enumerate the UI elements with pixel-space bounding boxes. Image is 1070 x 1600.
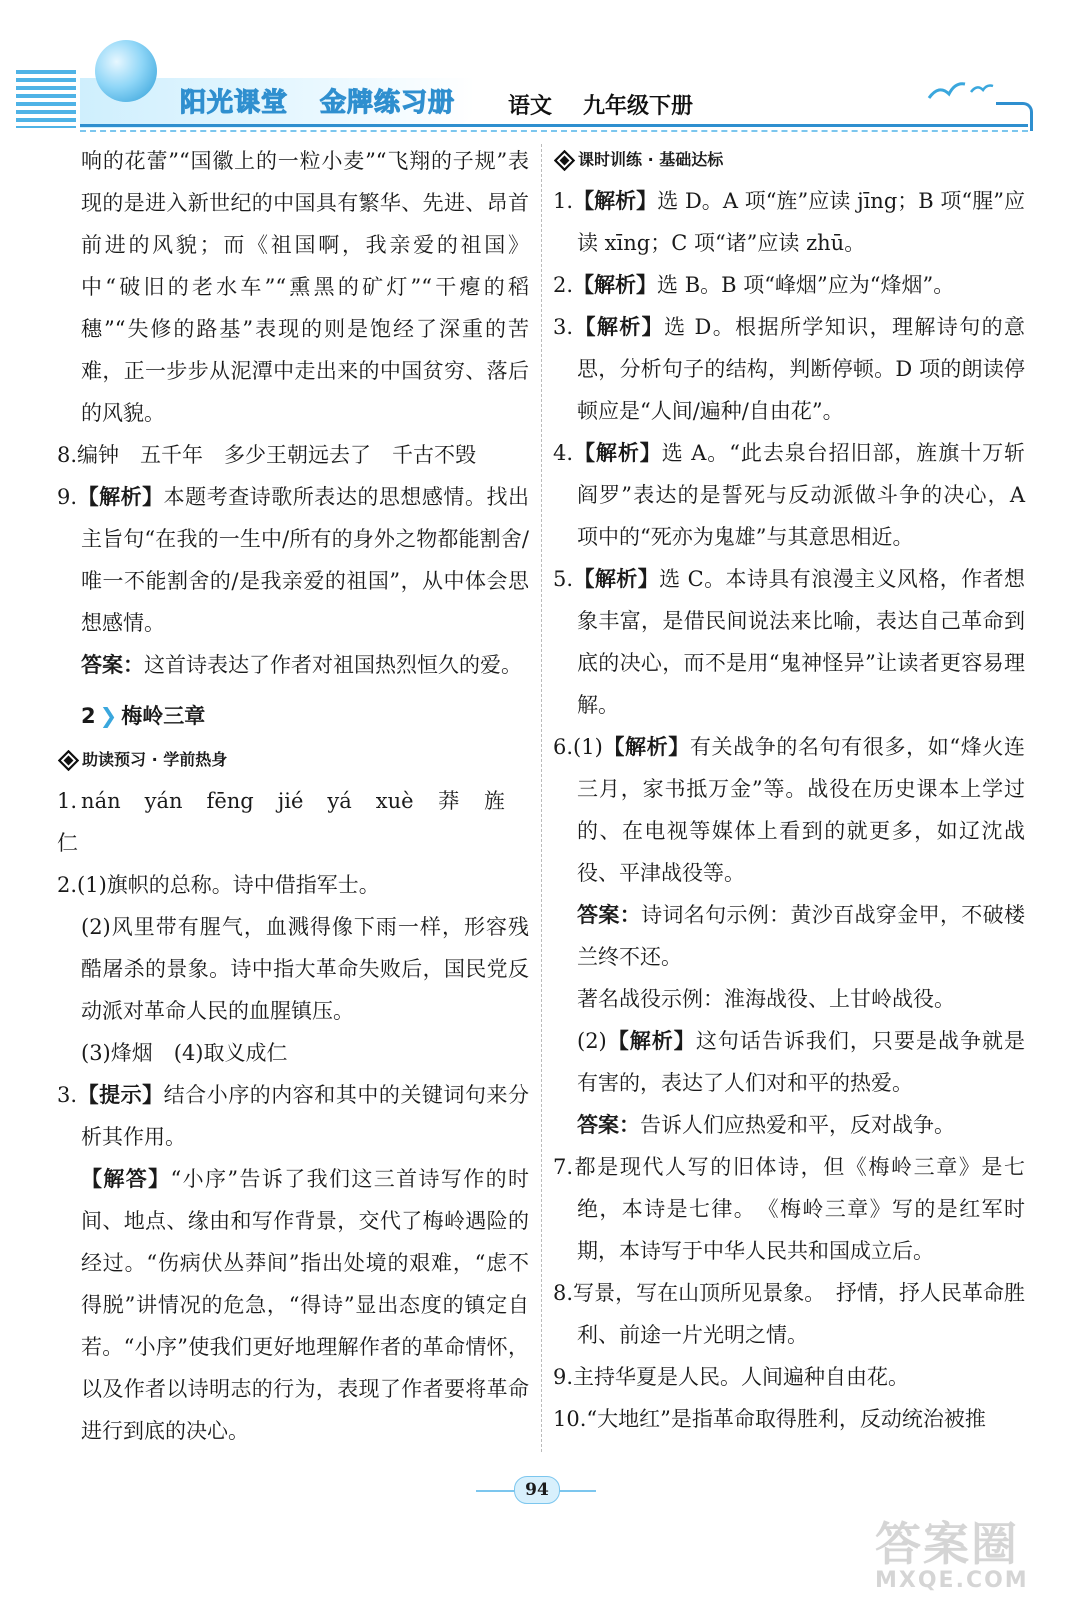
left-column (57, 140, 529, 1452)
preview-1-number: 1. (57, 789, 78, 813)
practice-answer-8: 8.写景，写在山顶所见景象。 抒情，抒人民革命胜利、前途一片光明之情。 (553, 1281, 1025, 1347)
practice-6-1-answer-text: 诗词名句示例：黄沙百战穿金甲，不破楼兰终不还。 (577, 903, 1026, 969)
answer-9-tag: 【解析】 (77, 484, 164, 509)
lesson-heading (81, 692, 529, 740)
section-heading-practice (553, 140, 1025, 180)
header-stripes-decoration (16, 70, 76, 128)
practice-answer-6-2-answer (553, 1104, 1025, 1146)
section-heading-preview-text: 助读预习 · 学前热身 (82, 750, 228, 769)
subject-label: 语文 (508, 94, 553, 119)
answer-9 (57, 476, 529, 644)
practice-answer-1 (553, 180, 1025, 264)
practice-3-number: 3. (553, 315, 574, 339)
section-heading-practice-text: 课时训练 · 基础达标 (578, 150, 724, 169)
analysis-tag: 【解析】 (573, 314, 665, 339)
answer-label: 答案： (81, 652, 144, 677)
solution-tag: 【解答】 (81, 1166, 171, 1191)
practice-answer-3 (553, 306, 1025, 432)
practice-answer-9: 9.主持华夏是人民。人间遍种自由花。 (553, 1365, 910, 1389)
practice-3-text: 选 D。根据所学知识，理解诗句的意思，分析句子的结构，判断停顿。D 项的朗读停顿应是“人间/遍种/自由花”。 (577, 315, 1026, 423)
header-globe-icon (95, 40, 157, 102)
header-rule-dashed (80, 130, 1028, 132)
lesson-number: 2 (81, 704, 96, 728)
page-header (0, 0, 1070, 150)
chevron-right-icon: ❯ (99, 704, 118, 728)
pinyin-item: yán (144, 789, 183, 813)
preview-answer-2-2: (2)风里带有腥气，血溅得像下雨一样，形容残酷屠杀的景象。诗中指大革命失败后，国民党反动派对革命人民的血腥镇压。 (81, 915, 529, 1023)
practice-6-number: 6. (553, 735, 574, 759)
analysis-tag: 【解析】 (606, 1028, 696, 1053)
birds-icon (925, 72, 1005, 119)
column-divider (541, 144, 542, 1452)
watermark-logo (875, 1508, 1055, 1592)
practice-4-number: 4. (553, 441, 574, 465)
watermark-url: MXQE.COM (875, 1568, 1029, 1593)
practice-answer-6-1-answer2: 著名战役示例：淮海战役、上甘岭战役。 (577, 987, 955, 1011)
analysis-tag: 【解析】 (573, 440, 662, 465)
practice-answer-6-1 (553, 726, 1025, 894)
practice-4-text: 选 A。“此去泉台招旧部，旌旗十万斩阎罗”表达的是誓死与反动派做斗争的决心，A 项中的“死亦为鬼雄”与其意思相近。 (577, 441, 1026, 549)
practice-6-1-text: 有关战争的名句有很多，如“烽火连三月，家书抵万金”等。战役在历史课本上学过的、在电视等媒体上看到的就更多，如辽沈战役、平津战役等。 (577, 735, 1025, 885)
preview-answer-2-1: 2.(1)旗帜的总称。诗中借指军士。 (57, 873, 380, 897)
diamond-icon (58, 750, 79, 771)
right-column (553, 140, 1025, 1440)
answer-9-number: 9. (57, 485, 78, 509)
pinyin-item: 仁 (57, 831, 78, 855)
answer-9-answer-text: 这首诗表达了作者对祖国热烈恒久的爱。 (144, 653, 522, 677)
preview-3-solution-text: “小序”告诉了我们这三首诗写作的时间、地点、缘由和写作背景，交代了梅岭遇险的经过。“伤病伏丛莽间”指出处境的艰难，“虑不得脱”讲情况的危急，“得诗”显出态度的镇定自若。“小序”使我们更好地理解作者的革命情怀，以及作者以诗明志的行为，表现了作者要将革命进行到底的决心。 (81, 1167, 529, 1443)
header-rule (80, 124, 1028, 127)
pinyin-item: yá (327, 789, 352, 813)
analysis-tag: 【解析】 (573, 272, 658, 297)
practice-1-number: 1. (553, 189, 574, 213)
answer-9-text: 本题考查诗歌所表达的思想感情。找出主旨句“在我的一生中/所有的身外之物都能割舍/唯一不能割舍的/是我亲爱的祖国”，从中体会思想感情。 (81, 485, 529, 635)
answer-label: 答案： (577, 902, 642, 927)
sub-number: (2) (577, 1029, 607, 1053)
analysis-tag: 【解析】 (602, 734, 690, 759)
practice-5-text: 选 C。本诗具有浪漫主义风格，作者想象丰富，是借民间说法来比喻，表达自己革命到底的决心，而不是用“鬼神怪异”让读者更容易理解。 (577, 567, 1025, 717)
analysis-tag: 【解析】 (573, 188, 658, 213)
practice-6-2-answer-text: 告诉人们应热爱和平，反对战争。 (640, 1113, 955, 1137)
preview-answer-2-3: (3)烽烟 (4)取义成仁 (81, 1041, 288, 1065)
preview-answer-3-solution (57, 1158, 529, 1452)
pinyin-item: 莽 (437, 789, 460, 813)
answer-9-answer (57, 644, 529, 686)
preview-3-text: 结合小序的内容和其中的关键词句来分析其作用。 (81, 1083, 529, 1149)
practice-5-number: 5. (553, 567, 574, 591)
lesson-title: 梅岭三章 (121, 704, 206, 728)
preview-answer-1 (57, 780, 529, 864)
practice-2-text: 选 B。B 项“峰烟”应为“烽烟”。 (657, 273, 955, 297)
analysis-tag: 【解析】 (573, 566, 660, 591)
practice-answer-6-2 (553, 1020, 1025, 1104)
pinyin-item: jié (277, 789, 304, 813)
pinyin-item: xuè (375, 789, 414, 813)
brand-title-1: 阳光课堂 (180, 88, 289, 118)
preview-answer-3 (57, 1074, 529, 1158)
page-number-badge (476, 1470, 596, 1504)
practice-1-text: 选 D。A 项“旌”应读 jīng；B 项“腥”应读 xīng；C 项“诸”应读 zhū。 (577, 189, 1025, 255)
page-number: 94 (514, 1476, 560, 1504)
practice-answer-2 (553, 264, 1025, 306)
section-heading-preview (57, 740, 529, 780)
practice-answer-7: 7.都是现代人写的旧体诗，但《梅岭三章》是七绝，本诗是七律。 《梅岭三章》写的是红军时期，本诗写于中华人民共和国成立后。 (553, 1155, 1025, 1263)
pinyin-item: 旌 (484, 789, 505, 813)
pinyin-item: fēng (206, 789, 254, 813)
grade-label: 九年级下册 (583, 94, 694, 119)
watermark-text: 答案圈 (875, 1517, 1019, 1571)
preview-3-number: 3. (57, 1083, 78, 1107)
practice-6-2-text: 这句话告诉我们，只要是战争就是有害的，表达了人们对和平的热爱。 (577, 1029, 1026, 1095)
answer-label: 答案： (577, 1112, 640, 1137)
hint-tag: 【提示】 (77, 1082, 164, 1107)
answer-8: 8.编钟 五千年 多少王朝远去了 千古不毁 (57, 443, 477, 467)
answer-7-continuation: 响的花蕾”“国徽上的一粒小麦”“飞翔的子规”表现的是进入新世纪的中国具有繁华、先进、昂首前进的风貌；而《祖国啊，我亲爱的祖国》中“破旧的老水车”“熏黑的矿灯”“干瘪的稻穗”“失修的路基”表现的则是饱经了深重的苦难，正一步步从泥潭中走出来的中国贫穷、落后的风貌。 (81, 149, 529, 425)
sub-number: (1) (573, 735, 603, 759)
practice-answer-5 (553, 558, 1025, 726)
pinyin-item: nán (81, 789, 121, 813)
practice-answer-4 (553, 432, 1025, 558)
practice-2-number: 2. (553, 273, 574, 297)
practice-answer-10: 10.“大地红”是指革命取得胜利，反动统治被推 (553, 1407, 986, 1431)
brand-title-2: 金牌练习册 (320, 88, 456, 118)
practice-answer-6-1-answer (553, 894, 1025, 978)
diamond-icon (554, 150, 575, 171)
